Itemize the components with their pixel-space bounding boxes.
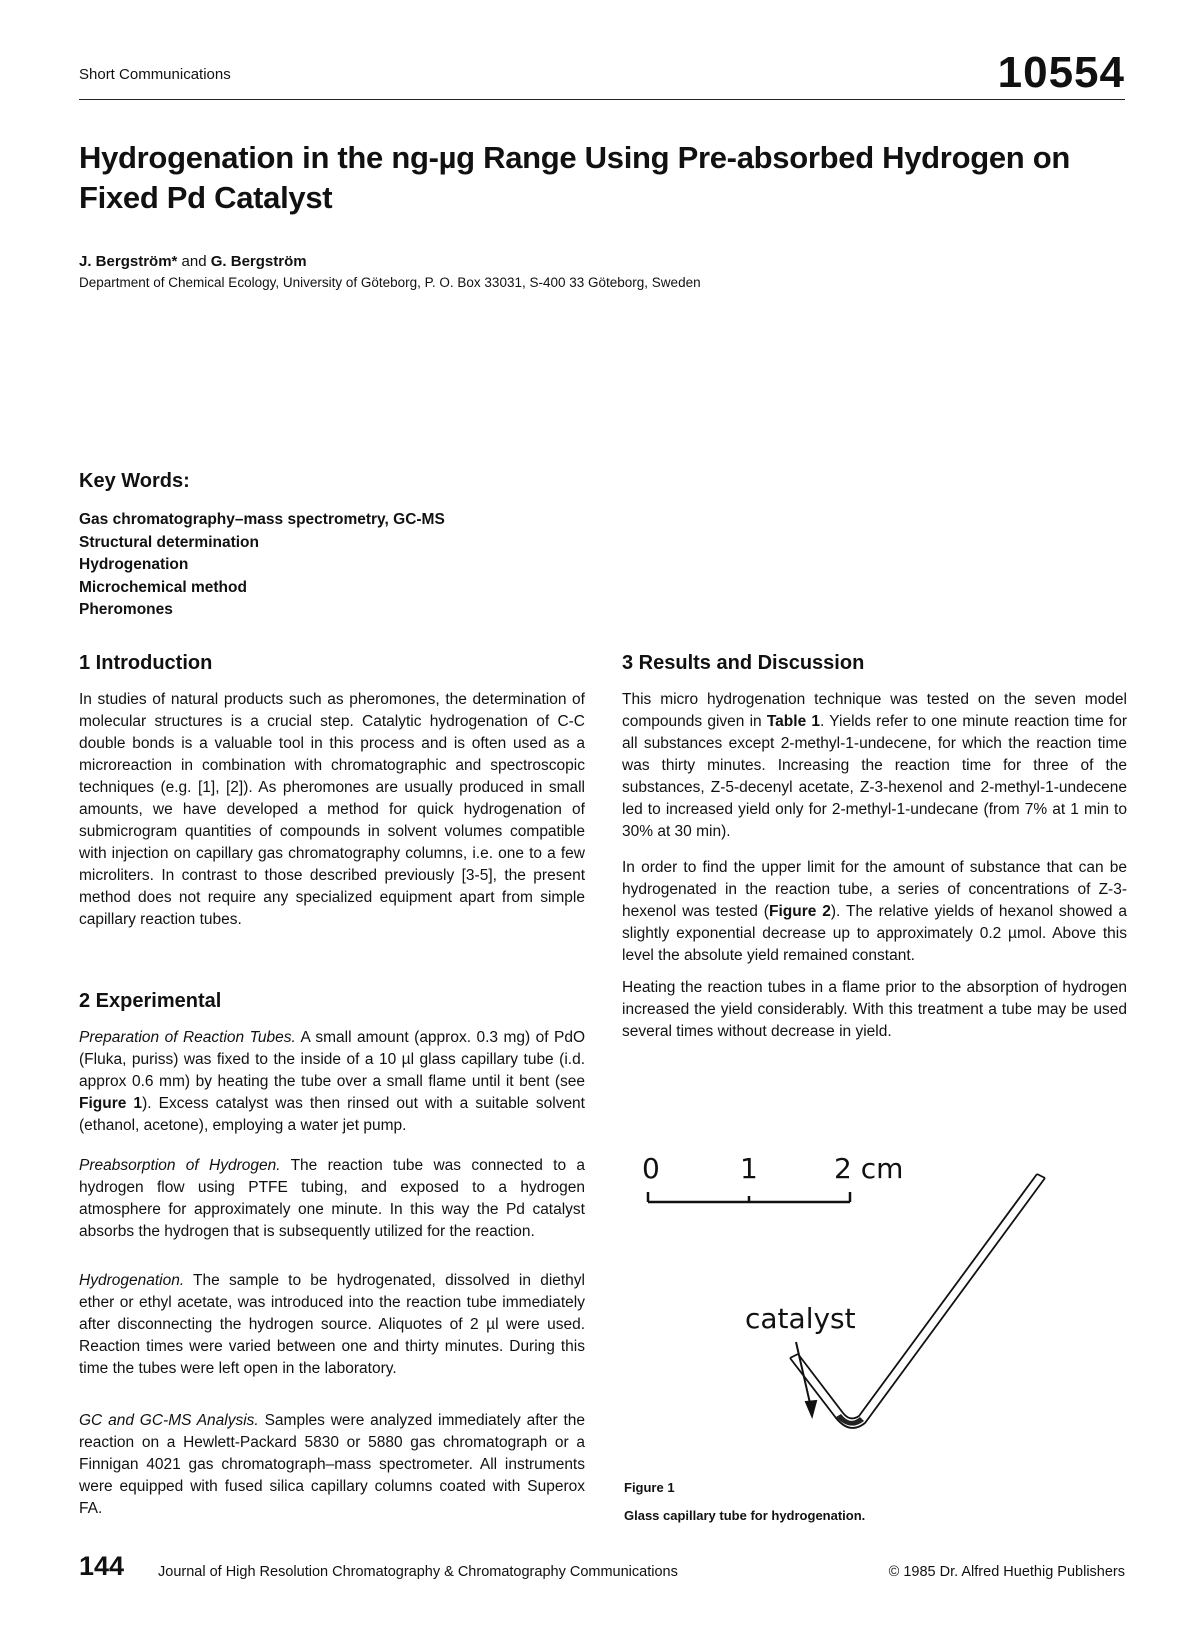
scale-label-2: 2 cm (834, 1152, 904, 1185)
paragraph-text: Samples were analyzed immediately after the reaction on a Hewlett-Packard 5830 or 5880 gas chromatograph or a Finnigan 4021 gas chromatograph–mass spectrometer. All instruments were equipped with fused silica capillary columns coated with Superox FA. (79, 1412, 585, 1517)
table-reference: Table 1 (766, 713, 821, 730)
results-paragraph-3: Heating the reaction tubes in a flame prior to the absorption of hydrogen increased the yield considerably. With this treatment a tube may be used several times without decrease in yield. (622, 979, 1127, 1040)
article-title: Hydrogenation in the ng-µg Range Using Pre-absorbed Hydrogen on Fixed Pd Catalyst (79, 140, 1071, 215)
author-2: G. Bergström (210, 253, 307, 270)
paragraph-text: A small amount (approx. 0.3 mg) of PdO (Fluka, puriss) was fixed to the inside of a 10 µl glass capillary tube (i.d. approx 0.6 mm) by heating the tube over a small flame until it bent (see (79, 1029, 586, 1090)
paragraph-lead: Hydrogenation. (79, 1272, 185, 1289)
experimental-paragraph-preabsorption (79, 1155, 585, 1243)
affiliation: Department of Chemical Ecology, University of Göteborg, P. O. Box 33031, S-400 33 Göteborg, Sweden (79, 275, 701, 290)
paragraph-text: ). Excess catalyst was then rinsed out with a suitable solvent (ethanol, acetone), employing a water jet pump. (79, 1095, 585, 1134)
paragraph-text: The reaction tube was connected to a hydrogen flow using PTFE tubing, and exposed to a hydrogen atmosphere for approximately one minute. In this way the Pd catalyst absorbs the hydrogen that is subsequently utilized for the reaction. (79, 1157, 585, 1240)
figure-reference: Figure 2 (768, 903, 831, 920)
keyword-item: Gas chromatography–mass spectrometry, GC-MS (79, 511, 445, 528)
journal-name: Journal of High Resolution Chromatography & Chromatography Communications (158, 1564, 678, 1580)
experimental-paragraph-hydrogenation (79, 1270, 585, 1380)
capillary-tube (790, 1174, 1045, 1428)
figure-reference: Figure 1 (79, 1095, 143, 1112)
running-header-section: Short Communications (79, 66, 231, 83)
paragraph-lead: Preabsorption of Hydrogen. (79, 1157, 281, 1174)
article-number: 10554 (997, 48, 1125, 97)
experimental-paragraph-gc-analysis (79, 1410, 585, 1520)
scale-bar (648, 1192, 850, 1202)
scale-label-0: 0 (642, 1152, 660, 1185)
paragraph-lead: GC and GC-MS Analysis. (79, 1412, 259, 1429)
experimental-paragraph-preparation (79, 1027, 585, 1137)
paragraph-lead: Preparation of Reaction Tubes. (79, 1029, 296, 1046)
author-joiner: and (177, 253, 211, 270)
paragraph-text: ). The relative yields of hexanol showed a slightly exponential decrease up to approximately 0.2 µmol. Above this level the absolute yield remained constant. (622, 903, 1128, 964)
figure-number: Figure 1 (624, 1480, 675, 1495)
keyword-item: Structural determination (79, 533, 259, 551)
paragraph-text: This micro hydrogenation technique was tested on the seven model compounds given in (622, 691, 1127, 730)
introduction-paragraph: In studies of natural products such as pheromones, the determination of molecular structures is a crucial step. Catalytic hydrogenation of C-C double bonds is a valuable tool in this process and is often used as a microreaction in combination with chromatographic and spectroscopic techniques (e.g. [1], [2]). As pheromones are usually produced in small amounts, we have developed a method for quick hydrogenation of submicrogram quantities of compounds in solvent volumes compatible with injection on capillary gas chromatography columns, i.e. one to a few microliters. In contrast to those described previously [3-5], the present method does not require any specialized equipment apart from simple capillary reaction tubes. (79, 691, 585, 928)
catalyst-label: catalyst (745, 1302, 856, 1335)
keywords-list (79, 509, 445, 622)
scale-label-1: 1 (740, 1152, 758, 1185)
figure-1-drawing (600, 1130, 1160, 1470)
section-heading-results: 3 Results and Discussion (622, 652, 865, 674)
keyword-item: Hydrogenation (79, 556, 189, 573)
results-paragraph-2 (622, 857, 1127, 967)
keyword-item: Microchemical method (79, 578, 247, 596)
header-divider (79, 99, 1125, 100)
section-heading-experimental: 2 Experimental (79, 990, 222, 1012)
paragraph-text: The sample to be hydrogenated, dissolved in diethyl ether or ethyl acetate, was introduced into the reaction tube immediately after disconnecting the hydrogen source. Aliquotes of 2 µl were used. Reaction times were varied between one and thirty minutes. During this time the tubes were left open in the laboratory. (79, 1272, 585, 1377)
paragraph-text: . Yields refer to one minute reaction time for all substances except 2-methyl-1-undecene, for which the reaction time was thirty minutes. Increasing the reaction time for three of the substances, Z-5-decenyl acetate, Z-3-hexenol and 2-methyl-1-undecene led to increased yield only for 2-methyl-1-undecane (from 7% at 1 min to 30% at 30 min). (622, 713, 1127, 840)
figure-caption: Glass capillary tube for hydrogenation. (624, 1508, 866, 1523)
results-paragraph-1 (622, 689, 1127, 843)
page-number: 144 (79, 1551, 125, 1581)
section-heading-introduction: 1 Introduction (79, 652, 213, 674)
keyword-item: Pheromones (79, 601, 173, 618)
author-1: J. Bergström* (79, 253, 178, 270)
copyright: © 1985 Dr. Alfred Huethig Publishers (888, 1564, 1125, 1580)
keywords-heading: Key Words: (79, 470, 190, 492)
paragraph-text: In order to find the upper limit for the amount of substance that can be hydrogenated in the reaction tube, a series of concentrations of Z-3-hexenol was tested ( (622, 859, 1127, 920)
author-line (79, 253, 307, 270)
